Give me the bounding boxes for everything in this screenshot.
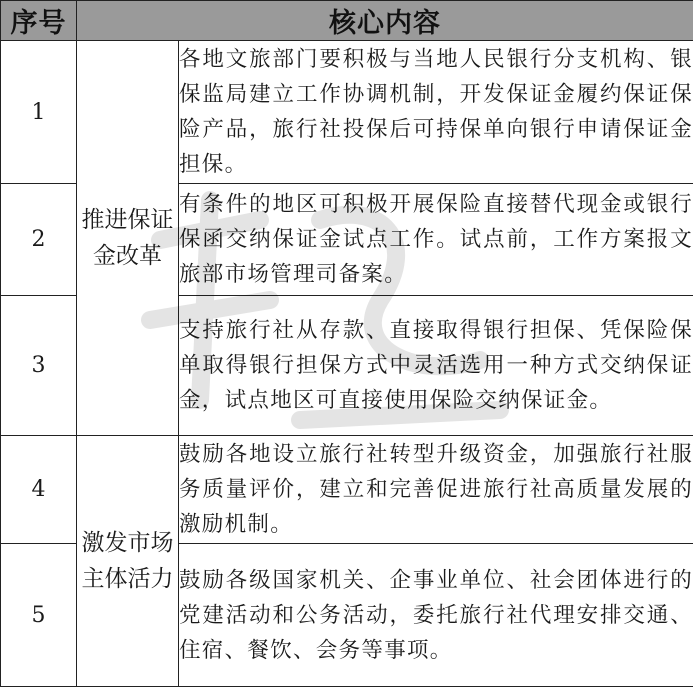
header-row [1,1,693,41]
content-cell: 支持旅行社从存款、直接取得银行担保、凭保险保单取得银行担保方式中灵活选用一种方式交纳保证金，试点地区可直接使用保险交纳保证金。 [179,296,693,436]
category-cell: 推进保证金改革 [77,41,179,436]
row-number: 3 [1,296,77,436]
row-number: 1 [1,41,77,184]
content-cell: 有条件的地区可积极开展保险直接替代现金或银行保函交纳保证金试点工作。试点前，工作方案报文旅部市场管理司备案。 [179,184,693,296]
category-cell: 激发市场主体活力 [77,436,179,687]
table-row [1,436,693,544]
table-row [1,41,693,184]
header-index: 序号 [1,1,77,41]
row-number: 5 [1,544,77,687]
row-number: 2 [1,184,77,296]
content-cell: 鼓励各地设立旅行社转型升级资金，加强旅行社服务质量评价，建立和完善促进旅行社高质量发展的激励机制。 [179,436,693,544]
content-cell: 鼓励各级国家机关、企事业单位、社会团体进行的党建活动和公务活动，委托旅行社代理安排交通、住宿、餐饮、会务等事项。 [179,544,693,687]
row-number: 4 [1,436,77,544]
content-cell: 各地文旅部门要积极与当地人民银行分支机构、银保监局建立工作协调机制，开发保证金履约保证保险产品，旅行社投保后可持保单向银行申请保证金担保。 [179,41,693,184]
header-content: 核心内容 [77,1,693,41]
